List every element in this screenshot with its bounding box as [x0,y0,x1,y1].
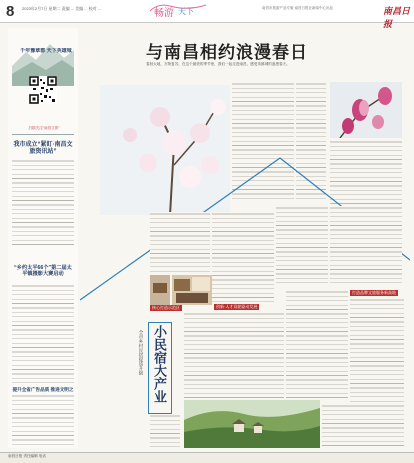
divider [12,134,74,135]
section-tag-b: 天下 [178,7,194,16]
lower-label: 创新·人才双轮驱动发展 [216,304,258,309]
pink-magnolia-photo [330,82,402,138]
homestay-room-photo [150,275,170,305]
article-column-4 [150,212,210,272]
header-right-text: 南昌市旅游产品专版 南昌日报社新闻中心出品 [262,6,333,10]
article-column-12 [322,404,404,448]
section1-title: 我市成立“紧盯·南昌文旅资讯站” [13,142,73,155]
lead-paragraph: 春回大地，万物复苏，在这个最美的季节里，我们一起走进南昌，感受英雄城的浪漫春天。 [146,62,290,66]
vertical-subtitle: 全市乡村民宿提质升级 [139,330,144,375]
article-column-11 [350,298,404,402]
homestay-interior-photo [172,275,212,305]
page-title: 与南昌相约浪漫春日 [146,43,308,62]
section2-body [12,284,74,384]
qr-code-icon[interactable] [29,76,57,104]
article-column-10 [286,290,348,400]
vertical-title-part-4: 产业 [152,377,167,403]
right-label: 打造品牌文旅服务新高地 [352,290,396,295]
vertical-title [152,325,166,403]
ad-caption: 扫描关注“南昌文旅” [28,126,60,130]
article-column-5 [212,212,274,302]
page-number: 8 [6,3,15,20]
section1-body [12,159,74,245]
section3-body [12,394,74,446]
ad-title: 千年豫章郡 天下英雄城 [20,48,72,54]
article-column-9 [184,312,284,402]
vertical-title-part-3: 大 [152,364,167,377]
village-landscape-photo [184,400,320,448]
center-label: 核心打造示范区 [152,305,180,310]
vertical-title-part-1: 小 [152,325,167,338]
section2-title: “乡约太平66个”第二届太平镇摄影大赛启动 [14,265,72,277]
footer-text: 南昌日报 责任编辑 电话 [8,454,46,458]
article-column-7 [330,206,402,286]
article-column-6 [276,206,328,286]
date-line: 2023年2月7日 星期二 责编 ... 美编 ... 校对 ... [22,6,102,11]
article-column-8 [150,414,180,450]
section3-title: 提升全省广告品质 推进文明之 [12,387,74,392]
section-tag-a: 畅游 [154,8,174,19]
vertical-title-part-2: 民宿 [152,338,167,364]
newspaper-logo: 南昌日报 [383,7,411,30]
